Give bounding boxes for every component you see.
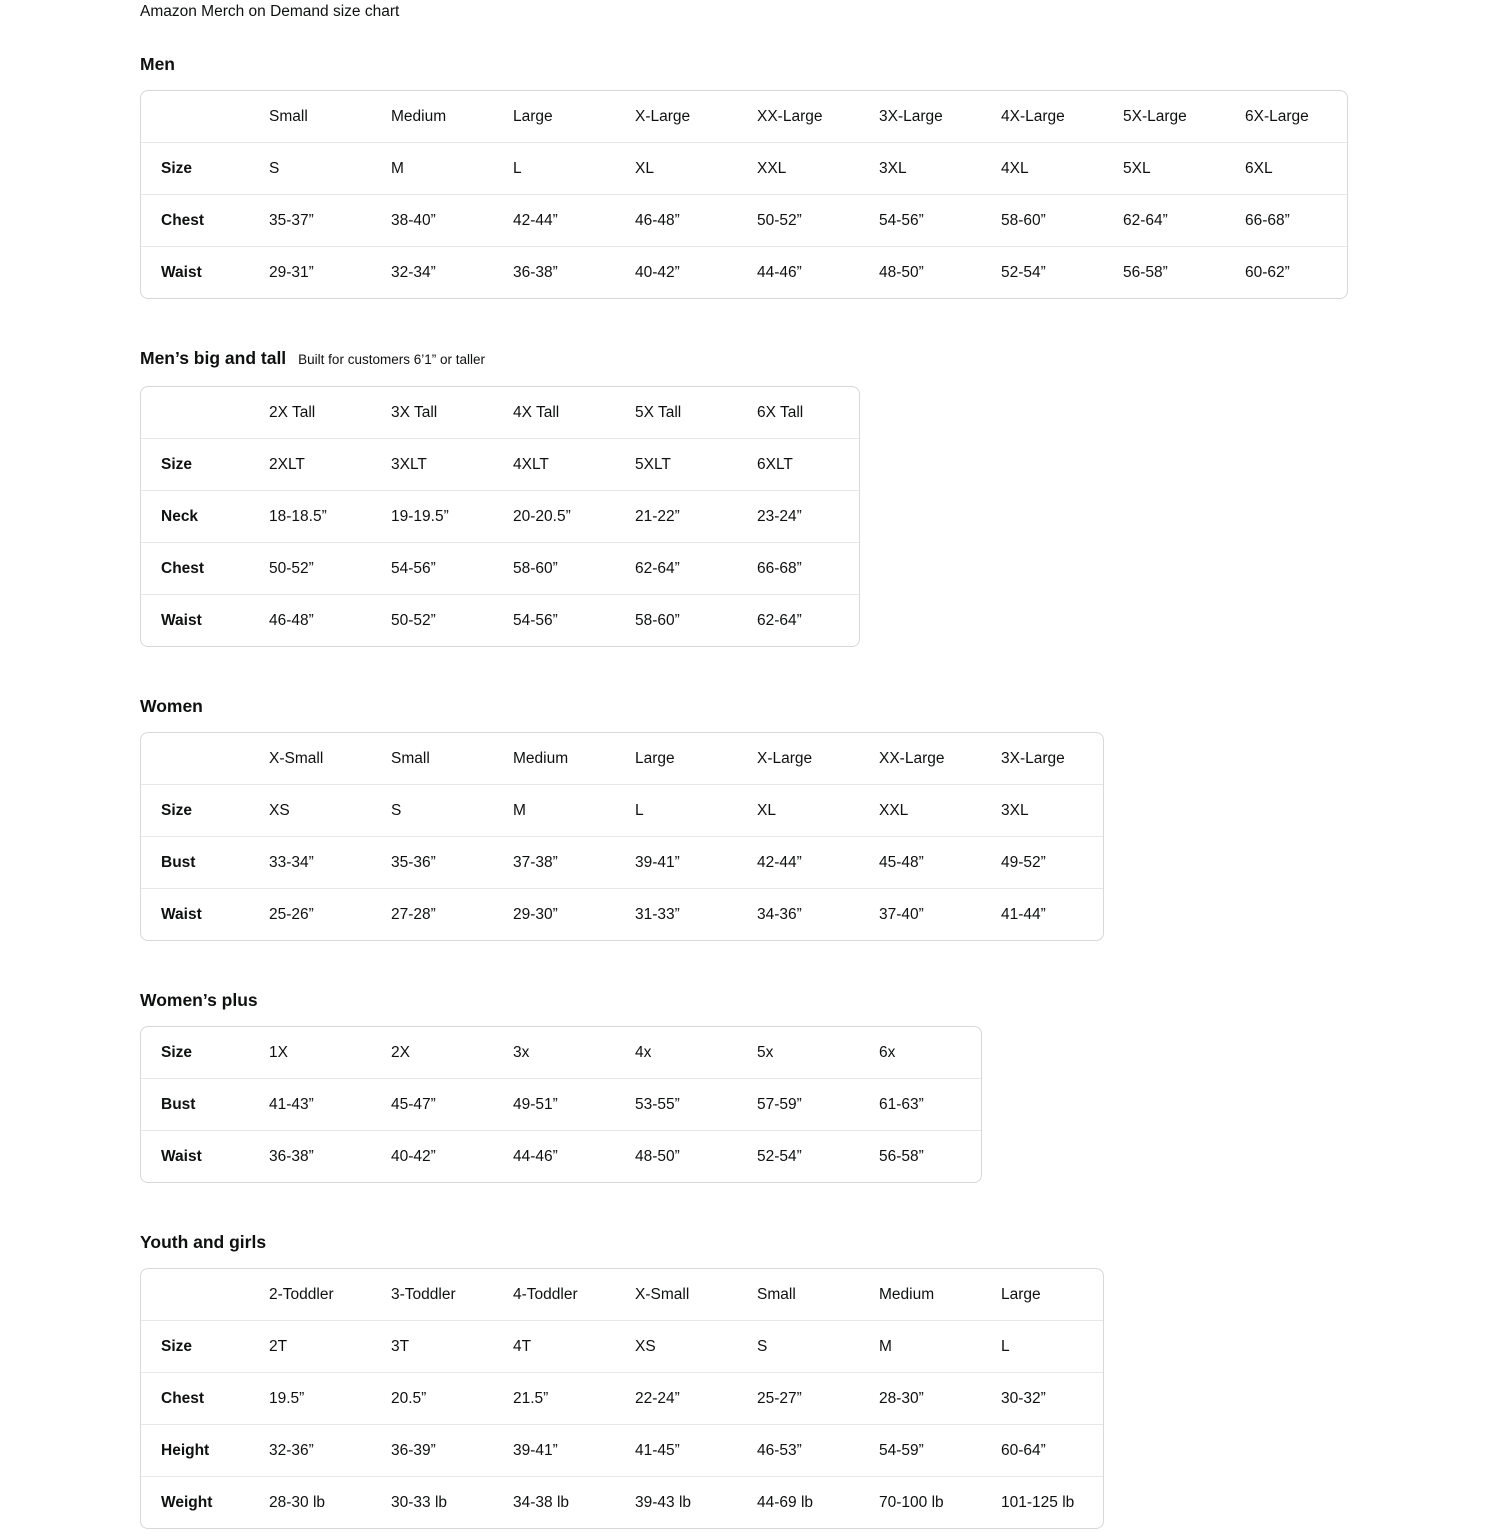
- table-cell: 34-38 lb: [493, 1477, 615, 1529]
- table-cell: 39-43 lb: [615, 1477, 737, 1529]
- table-cell: 54-56”: [493, 595, 615, 647]
- table-cell: 101-125 lb: [981, 1477, 1103, 1529]
- table-cell: 28-30”: [859, 1373, 981, 1425]
- table-cell: XS: [249, 785, 371, 837]
- table-cell: 50-52”: [249, 543, 371, 595]
- table-row: [141, 491, 859, 543]
- table-cell: 21-22”: [615, 491, 737, 543]
- table-cell: 29-30”: [493, 889, 615, 941]
- section-heading-text: Youth and girls: [140, 1232, 267, 1252]
- table-cell: L: [981, 1321, 1103, 1373]
- table-row: [141, 195, 1347, 247]
- row-label: Neck: [141, 491, 249, 543]
- size-table: [141, 733, 1103, 940]
- table-cell: 38-40”: [371, 195, 493, 247]
- table-row: [141, 785, 1103, 837]
- column-header: 4X Tall: [513, 404, 560, 421]
- table-header-row: [141, 733, 1103, 785]
- table-row: [141, 1079, 981, 1131]
- table-cell: 19-19.5”: [371, 491, 493, 543]
- table-cell: S: [371, 785, 493, 837]
- table-cell: 66-68”: [737, 543, 859, 595]
- table-cell: 22-24”: [615, 1373, 737, 1425]
- table-header-row: [141, 387, 859, 439]
- column-header: 4X-Large: [1001, 108, 1065, 125]
- table-cell: 18-18.5”: [249, 491, 371, 543]
- column-header: X-Small: [635, 1286, 690, 1303]
- column-header: 3-Toddler: [391, 1286, 456, 1303]
- table-row: [141, 439, 859, 491]
- table-cell: 1X: [269, 1044, 288, 1061]
- table-cell: 39-41”: [615, 837, 737, 889]
- men-size-table: [140, 90, 1348, 299]
- table-cell: 58-60”: [493, 543, 615, 595]
- section-heading-men: [140, 53, 1459, 75]
- column-header: Small: [269, 108, 308, 125]
- column-header: 3X Tall: [391, 404, 438, 421]
- section-men: [140, 53, 1459, 304]
- column-header: Medium: [879, 1286, 935, 1303]
- column-header: 3X-Large: [879, 108, 943, 125]
- row-label: Waist: [141, 247, 249, 299]
- row-label: Waist: [141, 595, 249, 647]
- table-cell: M: [493, 785, 615, 837]
- row-label: Size: [141, 785, 249, 837]
- table-cell: 2XLT: [249, 439, 371, 491]
- column-header: 6X Tall: [757, 404, 804, 421]
- table-cell: 70-100 lb: [859, 1477, 981, 1529]
- table-cell: 34-36”: [737, 889, 859, 941]
- table-cell: 20.5”: [371, 1373, 493, 1425]
- table-cell: 25-26”: [249, 889, 371, 941]
- table-cell: 54-59”: [859, 1425, 981, 1477]
- table-cell: 46-48”: [249, 595, 371, 647]
- table-cell: 40-42”: [371, 1131, 493, 1183]
- column-header: 4-Toddler: [513, 1286, 578, 1303]
- table-cell: 23-24”: [737, 491, 859, 543]
- section-heading-youth-and-girls: [140, 1231, 1459, 1253]
- table-cell: XXL: [737, 143, 859, 195]
- table-cell: 46-48”: [615, 195, 737, 247]
- row-label: Waist: [141, 1131, 249, 1183]
- table-cell: 45-48”: [859, 837, 981, 889]
- table-cell: 3XLT: [371, 439, 493, 491]
- table-cell: 56-58”: [1103, 247, 1225, 299]
- size-table: [141, 387, 859, 646]
- table-cell: 21.5”: [493, 1373, 615, 1425]
- section-heading-text: Men’s big and tall: [140, 348, 287, 368]
- table-row: [141, 1477, 1103, 1529]
- table-cell: 39-41”: [493, 1425, 615, 1477]
- table-row: [141, 143, 1347, 195]
- section-heading-mens-big-and-tall: [140, 347, 1459, 371]
- table-cell: M: [371, 143, 493, 195]
- table-cell: 41-44”: [981, 889, 1103, 941]
- row-label: Waist: [141, 889, 249, 941]
- row-label: Size: [161, 1044, 193, 1061]
- table-cell: 3T: [371, 1321, 493, 1373]
- table-cell: 36-38”: [493, 247, 615, 299]
- table-cell: 44-46”: [737, 247, 859, 299]
- column-header: X-Large: [757, 750, 813, 767]
- column-header: 5X Tall: [635, 404, 682, 421]
- table-cell: 50-52”: [737, 195, 859, 247]
- table-row: [141, 1373, 1103, 1425]
- table-cell: 52-54”: [737, 1131, 859, 1183]
- table-row: [141, 543, 859, 595]
- table-cell: 56-58”: [859, 1131, 981, 1183]
- table-cell: 31-33”: [615, 889, 737, 941]
- table-cell: 60-62”: [1225, 247, 1347, 299]
- table-cell: 66-68”: [1225, 195, 1347, 247]
- table-cell: 61-63”: [859, 1079, 981, 1131]
- table-cell: L: [615, 785, 737, 837]
- table-cell: 30-32”: [981, 1373, 1103, 1425]
- table-cell: 35-36”: [371, 837, 493, 889]
- table-cell: 20-20.5”: [493, 491, 615, 543]
- table-cell: 52-54”: [981, 247, 1103, 299]
- table-cell: 27-28”: [371, 889, 493, 941]
- size-table: [141, 91, 1347, 298]
- column-header: 5X-Large: [1123, 108, 1187, 125]
- table-cell: XS: [615, 1321, 737, 1373]
- column-header: Medium: [391, 108, 447, 125]
- table-cell: XXL: [859, 785, 981, 837]
- row-label: Size: [141, 439, 249, 491]
- table-cell: 3XL: [981, 785, 1103, 837]
- table-cell: 57-59”: [737, 1079, 859, 1131]
- table-cell: 48-50”: [615, 1131, 737, 1183]
- table-cell: S: [249, 143, 371, 195]
- table-row: [141, 595, 859, 647]
- column-header: Large: [513, 108, 553, 125]
- womens-plus-size-table: [140, 1026, 982, 1183]
- table-cell: 33-34”: [249, 837, 371, 889]
- table-cell: XL: [737, 785, 859, 837]
- section-heading-text: Women’s plus: [140, 990, 258, 1010]
- table-cell: 53-55”: [615, 1079, 737, 1131]
- table-cell: 62-64”: [1103, 195, 1225, 247]
- section-heading-women: [140, 695, 1459, 717]
- table-cell: 2X: [391, 1044, 410, 1061]
- column-header: 6X-Large: [1245, 108, 1309, 125]
- table-cell: 3XL: [859, 143, 981, 195]
- table-cell: 54-56”: [859, 195, 981, 247]
- table-cell: 4x: [635, 1044, 652, 1061]
- table-row: [141, 1131, 981, 1183]
- column-header: Medium: [513, 750, 569, 767]
- section-heading-text: Men: [140, 54, 175, 74]
- section-heading-womens-plus: [140, 989, 1459, 1011]
- row-label: Chest: [141, 195, 249, 247]
- table-cell: 44-46”: [493, 1131, 615, 1183]
- table-cell: 44-69 lb: [737, 1477, 859, 1529]
- table-cell: 37-40”: [859, 889, 981, 941]
- table-cell: 60-64”: [981, 1425, 1103, 1477]
- page-title: Amazon Merch on Demand size chart: [140, 3, 400, 20]
- table-header-row: [141, 1269, 1103, 1321]
- section-mens-big-and-tall: [140, 347, 1459, 652]
- table-cell: 50-52”: [371, 595, 493, 647]
- row-label: Bust: [141, 837, 249, 889]
- table-row: [141, 247, 1347, 299]
- mens-big-and-tall-size-table: [140, 386, 860, 647]
- table-corner-cell: [141, 733, 249, 785]
- table-cell: XL: [615, 143, 737, 195]
- table-cell: 54-56”: [371, 543, 493, 595]
- column-header: Large: [635, 750, 675, 767]
- table-corner-cell: [141, 91, 249, 143]
- table-cell: 4XLT: [493, 439, 615, 491]
- section-subheading-text: Built for customers 6’1” or taller: [298, 352, 485, 367]
- table-cell: 45-47”: [371, 1079, 493, 1131]
- size-table: [141, 1027, 981, 1182]
- size-table: [141, 1269, 1103, 1528]
- women-size-table: [140, 732, 1104, 941]
- table-row: [141, 1425, 1103, 1477]
- row-label: Chest: [141, 1373, 249, 1425]
- column-header: Small: [391, 750, 430, 767]
- table-row: [141, 889, 1103, 941]
- table-cell: 36-39”: [371, 1425, 493, 1477]
- table-cell: 62-64”: [737, 595, 859, 647]
- table-cell: 58-60”: [615, 595, 737, 647]
- table-row: [141, 837, 1103, 889]
- table-cell: 42-44”: [737, 837, 859, 889]
- row-label: Weight: [141, 1477, 249, 1529]
- table-cell: 46-53”: [737, 1425, 859, 1477]
- table-cell: 42-44”: [493, 195, 615, 247]
- table-cell: 4T: [493, 1321, 615, 1373]
- table-cell: 41-43”: [249, 1079, 371, 1131]
- table-cell: 3x: [513, 1044, 530, 1061]
- column-header: 2X Tall: [269, 404, 316, 421]
- table-corner-cell: [141, 1269, 249, 1321]
- table-cell: 32-36”: [249, 1425, 371, 1477]
- table-cell: 5x: [757, 1044, 774, 1061]
- table-cell: 5XLT: [615, 439, 737, 491]
- youth-and-girls-size-table: [140, 1268, 1104, 1529]
- table-cell: 6x: [879, 1044, 896, 1061]
- table-cell: 2T: [249, 1321, 371, 1373]
- table-cell: 62-64”: [615, 543, 737, 595]
- table-corner-cell: [141, 387, 249, 439]
- row-label: Height: [141, 1425, 249, 1477]
- table-cell: 37-38”: [493, 837, 615, 889]
- table-header-row: [141, 91, 1347, 143]
- table-cell: 49-52”: [981, 837, 1103, 889]
- table-cell: S: [737, 1321, 859, 1373]
- row-label: Size: [141, 1321, 249, 1373]
- row-label: Bust: [141, 1079, 249, 1131]
- column-header: 2-Toddler: [269, 1286, 334, 1303]
- table-cell: 40-42”: [615, 247, 737, 299]
- table-cell: 6XLT: [737, 439, 859, 491]
- table-cell: 25-27”: [737, 1373, 859, 1425]
- table-cell: 28-30 lb: [249, 1477, 371, 1529]
- table-cell: 6XL: [1225, 143, 1347, 195]
- table-cell: 49-51”: [493, 1079, 615, 1131]
- row-label: Chest: [141, 543, 249, 595]
- table-cell: 30-33 lb: [371, 1477, 493, 1529]
- column-header: X-Small: [269, 750, 324, 767]
- table-cell: 41-45”: [615, 1425, 737, 1477]
- table-cell: 19.5”: [249, 1373, 371, 1425]
- section-womens-plus: [140, 989, 1459, 1188]
- table-cell: 35-37”: [249, 195, 371, 247]
- table-cell: 32-34”: [371, 247, 493, 299]
- column-header: XX-Large: [879, 750, 945, 767]
- section-women: [140, 695, 1459, 946]
- table-cell: 36-38”: [249, 1131, 371, 1183]
- table-cell: L: [493, 143, 615, 195]
- section-youth-and-girls: [140, 1231, 1459, 1534]
- table-cell: 48-50”: [859, 247, 981, 299]
- section-heading-text: Women: [140, 696, 203, 716]
- table-cell: M: [859, 1321, 981, 1373]
- table-row: [141, 1027, 981, 1079]
- table-row: [141, 1321, 1103, 1373]
- column-header: X-Large: [635, 108, 691, 125]
- column-header: XX-Large: [757, 108, 823, 125]
- column-header: Large: [1001, 1286, 1041, 1303]
- column-header: 3X-Large: [1001, 750, 1065, 767]
- column-header: Small: [757, 1286, 796, 1303]
- row-label: Size: [141, 143, 249, 195]
- table-cell: 29-31”: [249, 247, 371, 299]
- table-cell: 4XL: [981, 143, 1103, 195]
- table-cell: 5XL: [1103, 143, 1225, 195]
- table-cell: 58-60”: [981, 195, 1103, 247]
